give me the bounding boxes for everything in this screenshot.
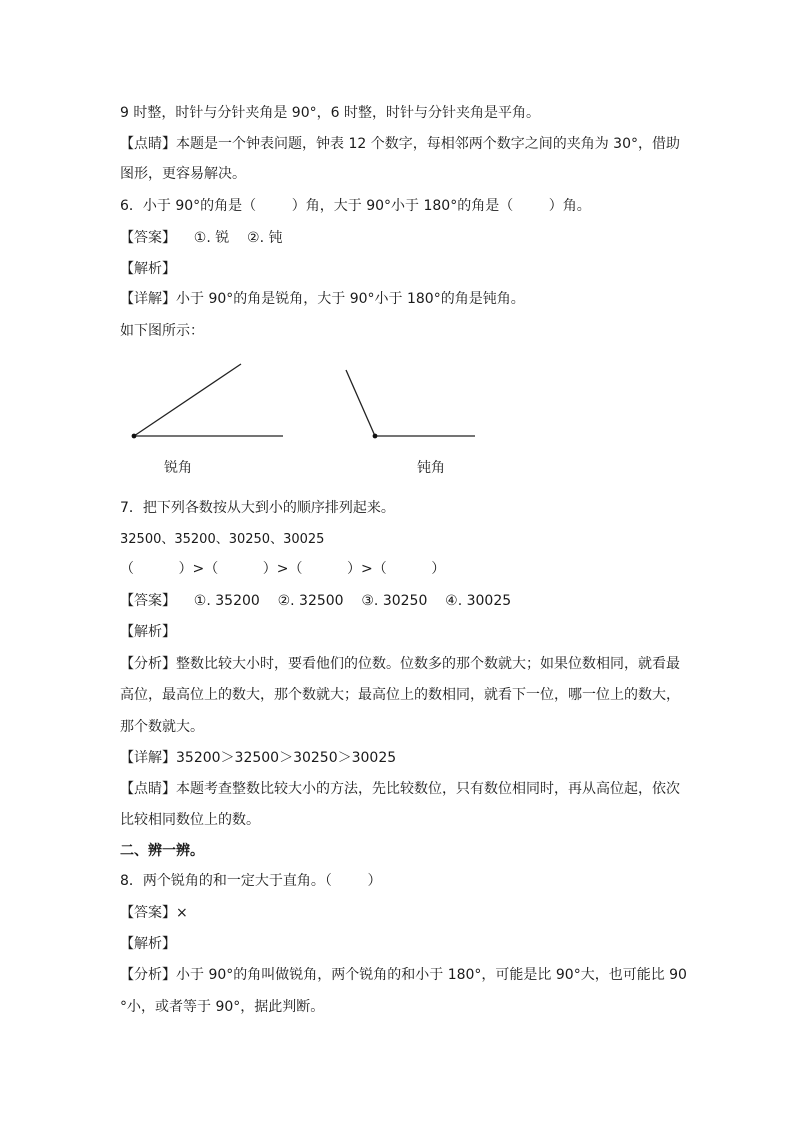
reasoning-7-line3: 那个数就大。	[120, 719, 204, 735]
line-3: 图形，更容易解决。	[120, 166, 246, 182]
acute-vertex	[132, 434, 137, 439]
line-2: 【点睛】本题是一个钟表问题，钟表 12 个数字，每相邻两个数字之间的夹角为 30°，借助	[120, 136, 680, 152]
note-7-line2: 比较相同数位上的数。	[120, 812, 260, 828]
numbers-7: 32500、35200、30250、30025	[120, 532, 325, 547]
line-1: 9 时整，时针与分针夹角是 90°，6 时整，时针与分针夹角是平角。	[120, 105, 540, 121]
note-7-line1: 【点睛】本题考查整数比较大小的方法，先比较数位，只有数位相同时，再从高位起，依次	[120, 781, 680, 797]
answer-8: 【答案】×	[120, 905, 188, 921]
question-7: 7．把下列各数按从大到小的顺序排列起来。	[120, 500, 395, 516]
analysis-8: 【解析】	[120, 936, 176, 952]
question-6: 6．小于 90°的角是（ ）角，大于 90°小于 180°的角是（ ）角。	[120, 198, 591, 214]
acute-ray-upper	[134, 364, 241, 436]
figure-caption: 如下图所示：	[120, 323, 204, 339]
analysis-6: 【解析】	[120, 261, 176, 277]
answer-6: 【答案】 ①. 锐 ②. 钝	[120, 230, 283, 246]
answer-7: 【答案】 ①. 35200 ②. 32500 ③. 30250 ④. 30025	[120, 593, 512, 609]
detail-6: 【详解】小于 90°的角是锐角，大于 90°小于 180°的角是钝角。	[120, 291, 525, 307]
blanks-7: （ ）>（ ）>（ ）>（ ）	[120, 561, 446, 577]
reasoning-7-line2: 高位，最高位上的数大，那个数就大；最高位上的数相同，就看下一位，哪一位上的数大，	[120, 687, 680, 703]
obtuse-ray-upper	[346, 370, 375, 436]
acute-label: 锐角	[164, 460, 192, 476]
obtuse-vertex	[373, 434, 378, 439]
reasoning-8-line1: 【分析】小于 90°的角叫做锐角，两个锐角的和小于 180°，可能是比 90°大，也可能比 90	[120, 967, 687, 983]
obtuse-label: 钝角	[417, 460, 445, 476]
analysis-7: 【解析】	[120, 624, 176, 640]
detail-7: 【详解】35200＞32500＞30250＞30025	[120, 750, 397, 766]
section-heading: 二、辨一辨。	[120, 843, 204, 859]
reasoning-7-line1: 【分析】整数比较大小时，要看他们的位数。位数多的那个数就大；如果位数相同，就看最	[120, 656, 680, 672]
question-8: 8．两个锐角的和一定大于直角。（ ）	[120, 873, 382, 889]
reasoning-8-line2: °小，或者等于 90°，据此判断。	[120, 999, 325, 1015]
